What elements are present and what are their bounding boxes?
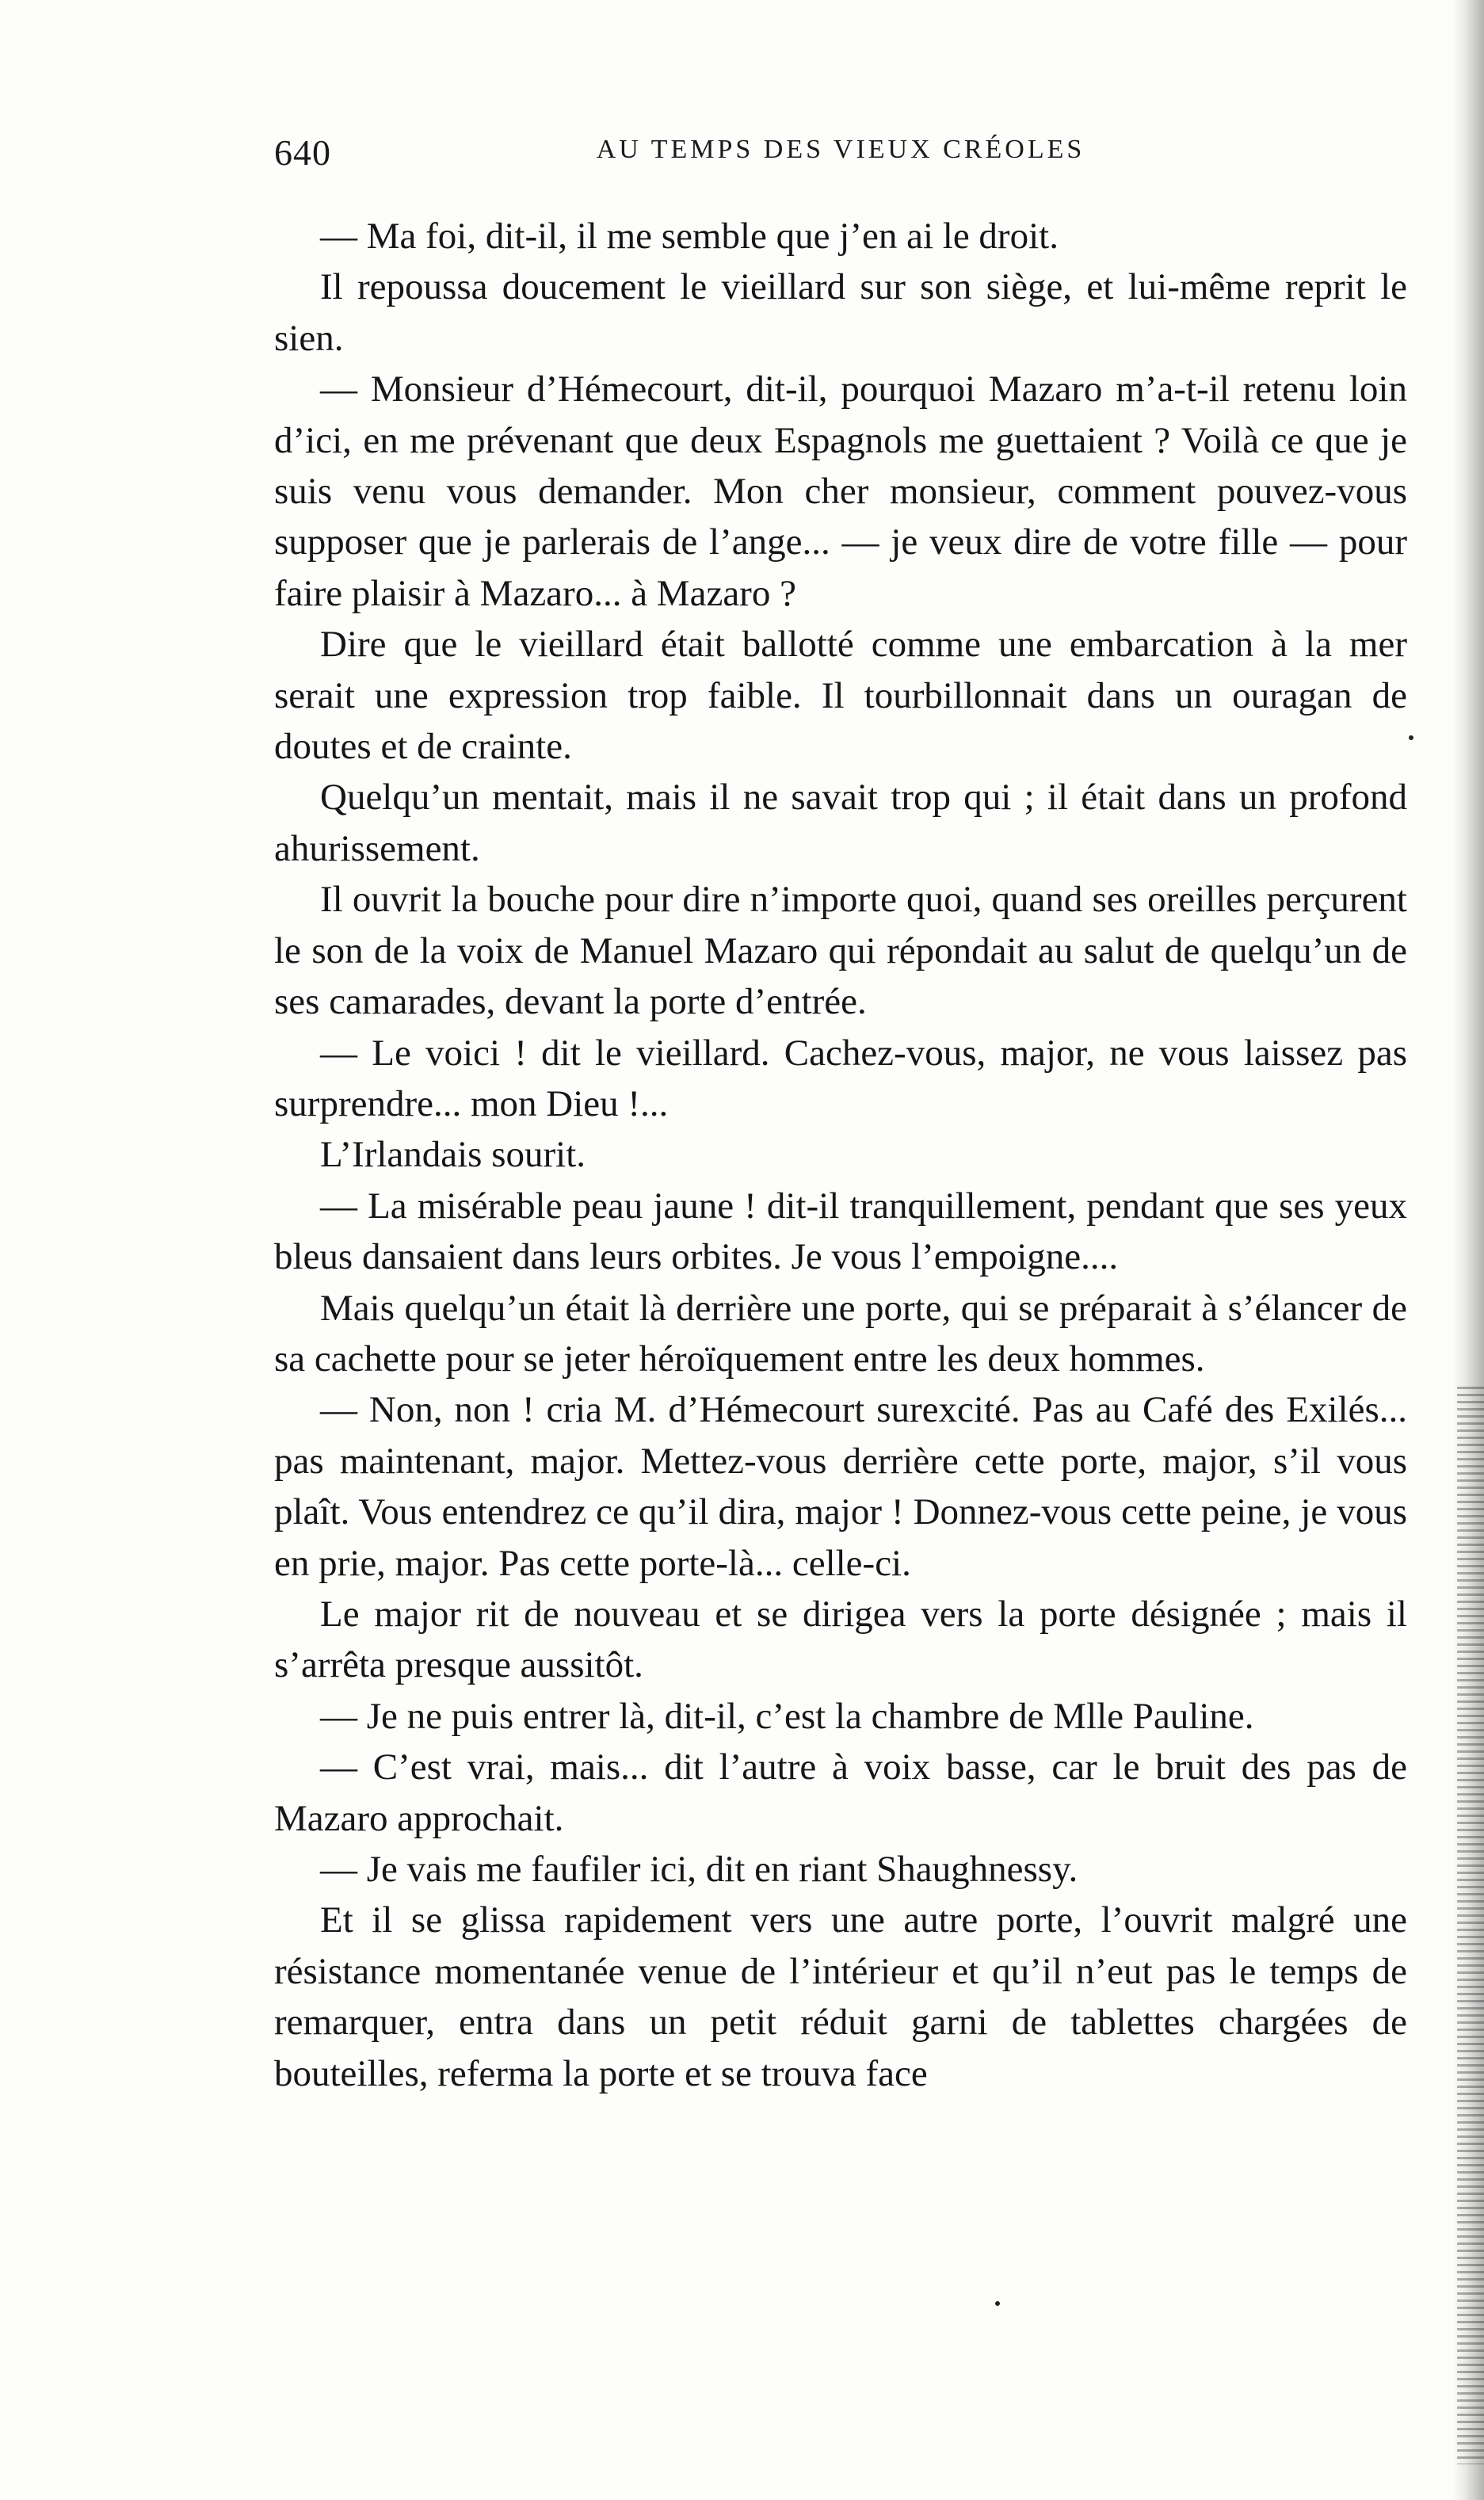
paragraph-8: L’Irlandais sourit. [320, 1134, 586, 1176]
paragraph-4: Dire que le vieillard était ballotté comme une embarcation à la mer serait une expression trop faible. Il tourbillonnait dans un ouragan de doutes et de crainte. [274, 624, 1407, 768]
paragraph-3: — Monsieur d’Hémecourt, dit-il, pourquoi Mazaro m’a-t-il retenu loin d’ici, en me prévenant que deux Espagnols me guettaient ? Voilà ce que je suis venu vous demander. Mon cher monsieur, comment pouvez-vous supposer que je parlerais de l’ange... — je veux dire de votre fille — pour faire plaisir à Mazaro... à Mazaro ? [274, 368, 1407, 614]
running-head [274, 132, 1407, 179]
paragraph-9: — La misérable peau jaune ! dit-il tranquillement, pendant que ses yeux bleus dansaient dans leurs orbites. Je vous l’empoigne.... [274, 1185, 1407, 1278]
ink-speck [995, 2301, 1000, 2306]
page-edge-texture [1457, 1387, 1484, 2464]
paragraph-14: — C’est vrai, mais... dit l’autre à voix basse, car le bruit des pas de Mazaro approchait. [274, 1746, 1407, 1839]
paragraph-13: — Je ne puis entrer là, dit-il, c’est la chambre de Mlle Pauline. [320, 1695, 1254, 1737]
paragraph-2: Il repoussa doucement le vieillard sur son siège, et lui-même reprit le sien. [274, 266, 1407, 359]
paragraph-16: Et il se glissa rapidement vers une autre porte, l’ouvrit malgré une résistance momentanée venue de l’intérieur et qu’il n’eut pas le temps de remarquer, entra dans un petit réduit garni de tablettes chargées de bouteilles, referma la porte et se trouva face [274, 1899, 1407, 2094]
body-text [274, 211, 1407, 2099]
running-title: AU TEMPS DES VIEUX CRÉOLES [596, 135, 1085, 164]
paragraph-12: Le major rit de nouveau et se dirigea vers la porte désignée ; mais il s’arrêta presque aussitôt. [274, 1593, 1407, 1686]
ink-speck [1409, 735, 1413, 740]
paragraph-10: Mais quelqu’un était là derrière une porte, qui se préparait à s’élancer de sa cachette pour se jeter héroïquement entre les deux hommes. [274, 1287, 1407, 1380]
paragraph-11: — Non, non ! cria M. d’Hémecourt surexcité. Pas au Café des Exilés... pas maintenant, major. Mettez-vous derrière cette porte, major, s’il vous plaît. Vous entendrez ce qu’il dira, major ! Donnez-vous cette peine, je vous en prie, major. Pas cette porte-là... celle-ci. [274, 1389, 1407, 1584]
paragraph-5: Quelqu’un mentait, mais il ne savait trop qui ; il était dans un profond ahurissement. [274, 777, 1407, 869]
page-number: 640 [274, 132, 331, 173]
paragraph-15: — Je vais me faufiler ici, dit en riant Shaughnessy. [320, 1849, 1078, 1890]
paragraph-6: Il ouvrit la bouche pour dire n’importe quoi, quand ses oreilles perçurent le son de la voix de Manuel Mazaro qui répondait au salut de quelqu’un de ses camarades, devant la porte d’entrée. [274, 879, 1407, 1023]
paragraph-7: — Le voici ! dit le vieillard. Cachez-vous, major, ne vous laissez pas surprendre... mon Dieu !... [274, 1032, 1407, 1124]
paragraph-1: — Ma foi, dit-il, il me semble que j’en ai le droit. [320, 216, 1059, 257]
